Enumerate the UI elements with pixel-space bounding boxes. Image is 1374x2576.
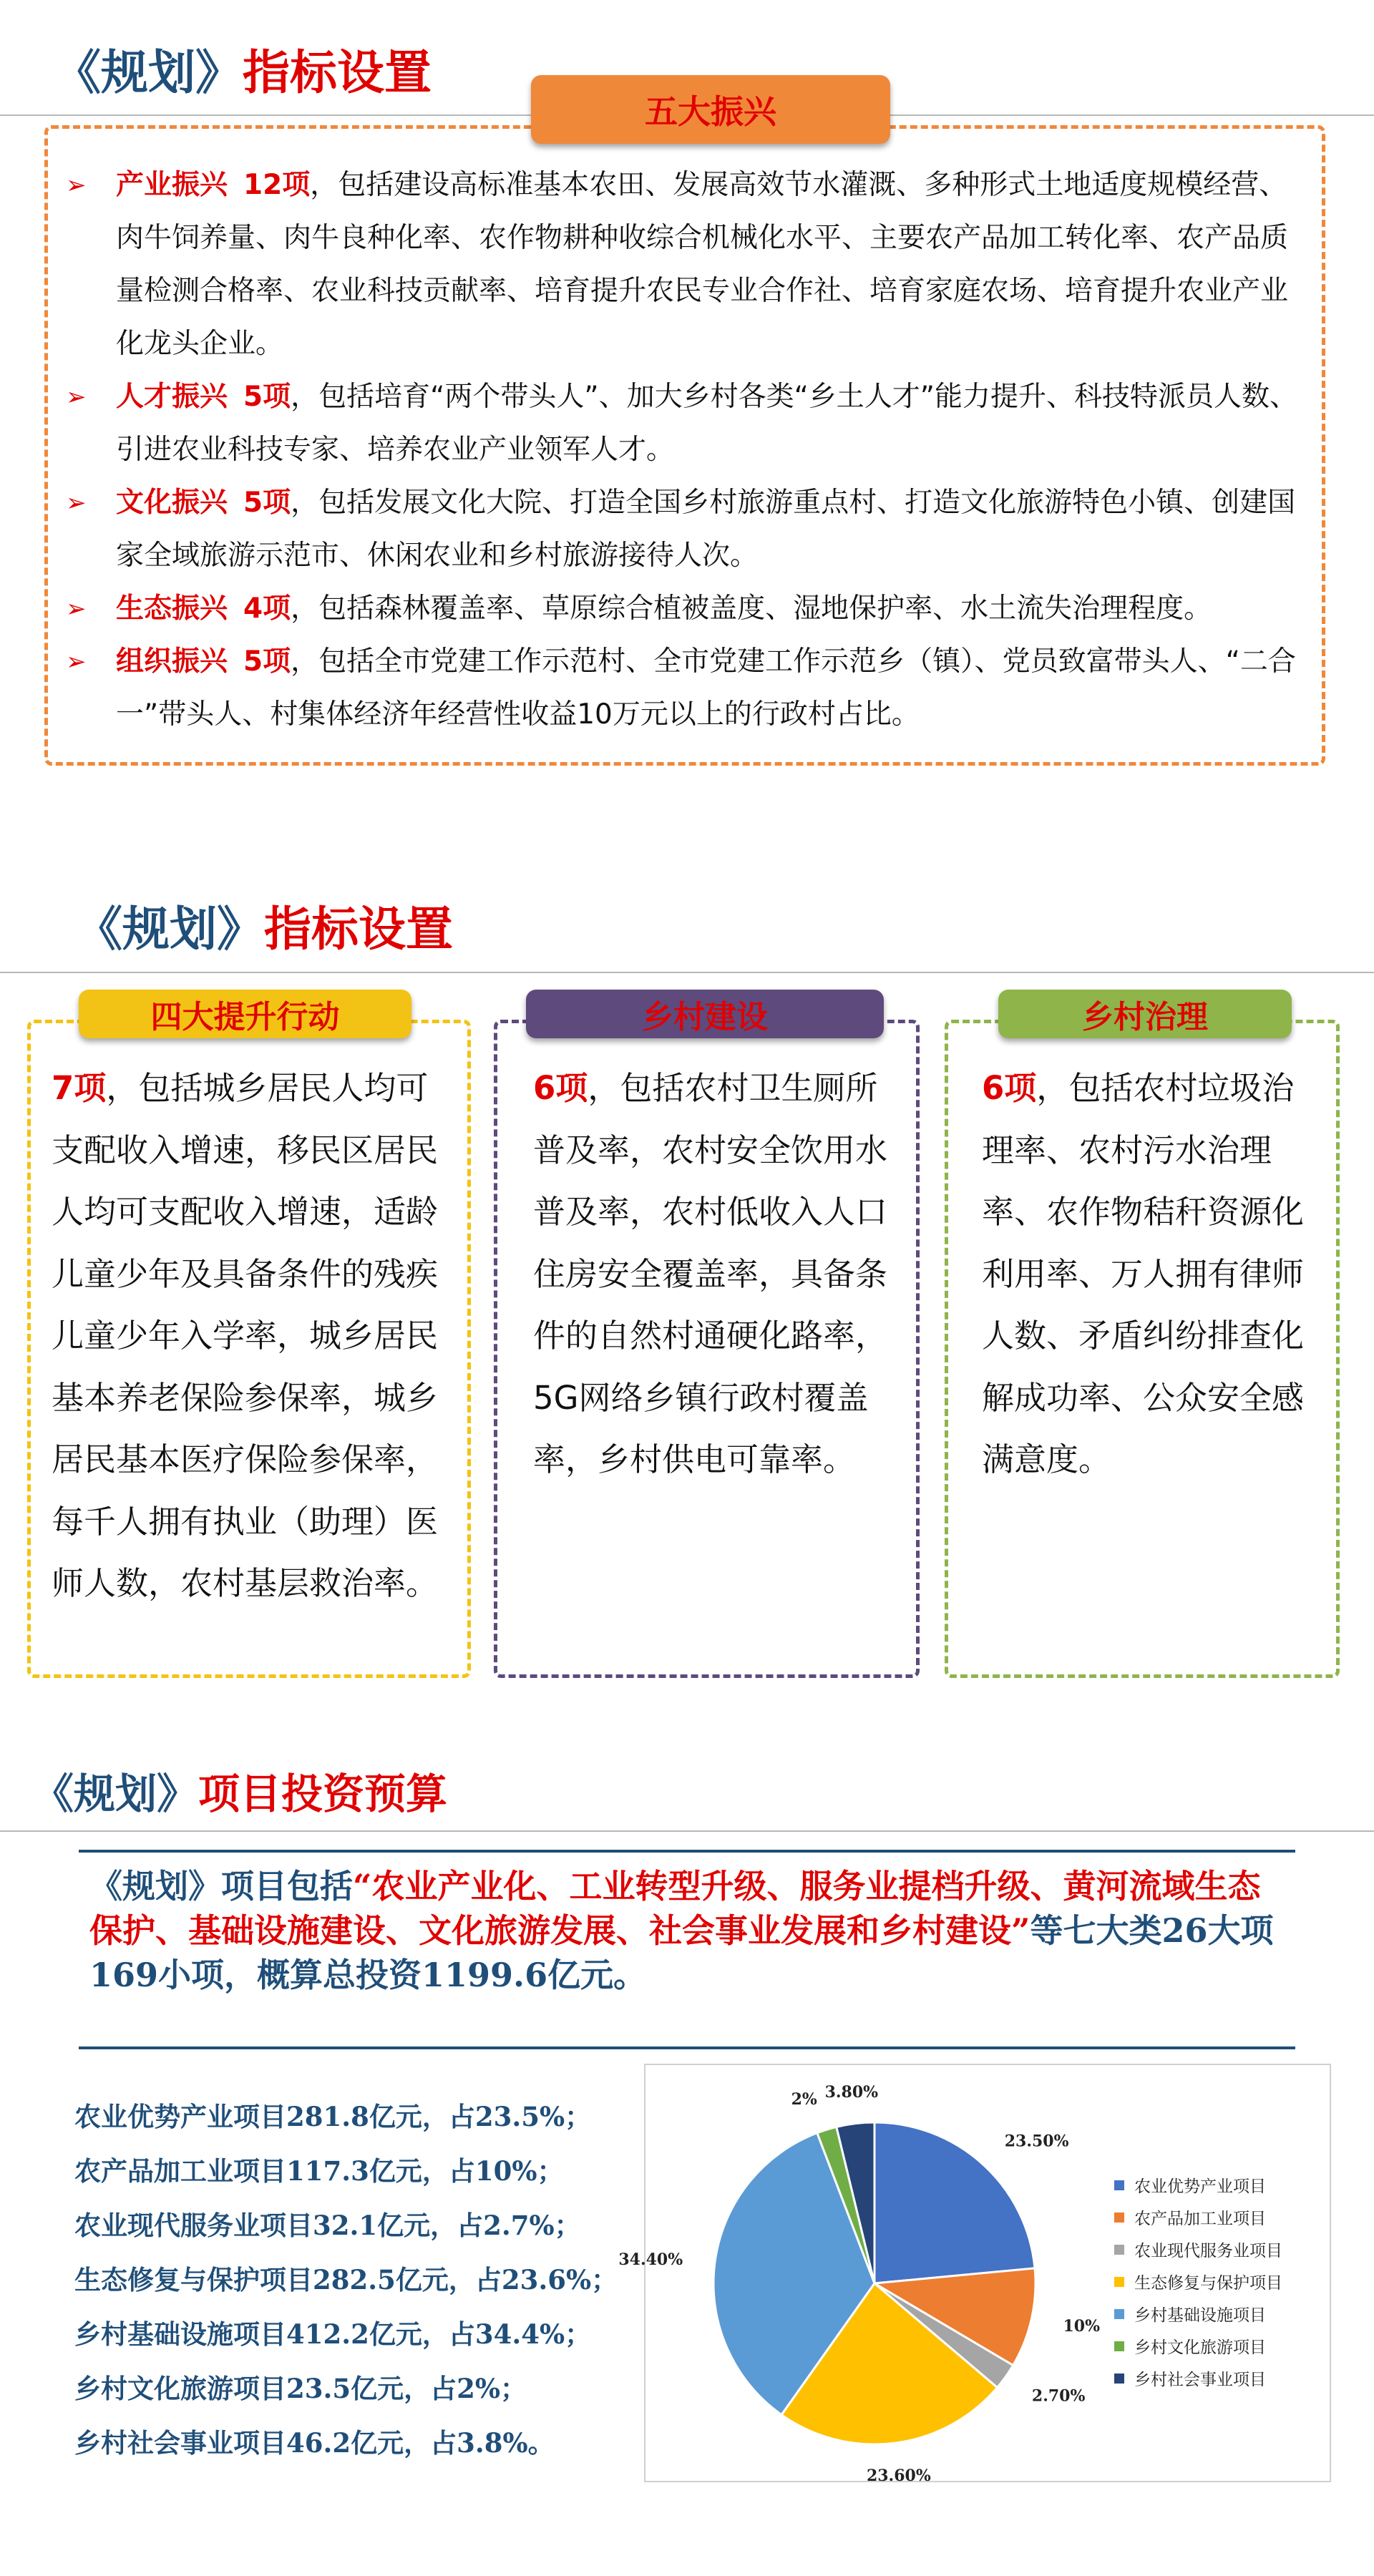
budget-item: 农业现代服务业项目32.1亿元，占2.7%； [74, 2210, 581, 2241]
legend-label: 农产品加工业项目 [1134, 2210, 1266, 2228]
revitalization-text: ，包括培育“两个带头人”、加大乡村各类“乡土人才”能力提升、科技特派员人数、引进农业科技专家、培养农业产业领军人才。 [116, 381, 1297, 466]
column-count-upgrade: 7项 [52, 1069, 107, 1107]
revitalization-item [66, 635, 1304, 741]
section1-title-red: 指标设置 [243, 45, 432, 100]
column-count-rural-construction: 6项 [533, 1069, 588, 1107]
pie-data-label: 23.60% [866, 2466, 931, 2485]
legend-swatch [1114, 2373, 1124, 2384]
budget-item: 乡村社会事业项目46.2亿元，占3.8%。 [74, 2427, 555, 2459]
revitalization-head: 人才振兴 [116, 381, 228, 413]
legend-label: 乡村社会事业项目 [1134, 2371, 1266, 2389]
legend-item [1114, 2362, 1282, 2394]
revitalization-head: 组织振兴 [116, 645, 228, 678]
tab-upgrade-actions-label: 四大提升行动 [150, 999, 340, 1035]
tab-rural-construction-label: 乡村建设 [642, 999, 768, 1035]
arrow-bullet-icon: ➢ [66, 648, 87, 676]
budget-item: 生态修复与保护项目282.5亿元，占23.6%； [74, 2264, 618, 2296]
revitalization-item [66, 477, 1304, 582]
budget-item: 乡村基础设施项目412.2亿元，占34.4%； [74, 2318, 592, 2350]
revitalization-head: 文化振兴 [116, 487, 228, 519]
legend-item [1114, 2201, 1282, 2233]
revitalization-head: 生态振兴 [116, 592, 228, 625]
legend-label: 农业现代服务业项目 [1134, 2242, 1282, 2260]
section3-title-blue: 《规划》 [32, 1770, 199, 1818]
column-body-rural-construction: ，包括农村卫生厕所普及率，农村安全饮用水普及率，农村低收入人口住房安全覆盖率，具备条件的自然村通硬化路率，5G网络乡镇行政村覆盖率，乡村供电可靠率。 [533, 1069, 888, 1478]
section2-divider [0, 972, 1374, 973]
section3-title-red: 项目投资预算 [198, 1770, 448, 1818]
intro-part-a: 《规划》项目包括 [89, 1867, 353, 1906]
pie-legend [1114, 2169, 1282, 2394]
revitalization-item [66, 159, 1304, 371]
revitalization-text: ，包括森林覆盖率、草原综合植被盖度、湿地保护率、水土流失治理程度。 [291, 592, 1212, 625]
section1-title-blue: 《规划》 [54, 45, 243, 100]
pie-data-label: 34.40% [618, 2250, 683, 2270]
tab-five-revitalization-label: 五大振兴 [645, 92, 776, 131]
legend-swatch [1114, 2212, 1124, 2223]
column-text-rural-governance [982, 1058, 1318, 1491]
column-text-upgrade [52, 1058, 454, 1615]
revitalization-text: ，包括建设高标准基本农田、发展高效节水灌溉、多种形式土地适度规模经营、肉牛饲养量、肉牛良种化率、农作物耕种收综合机械化水平、主要农产品加工转化率、农产品质量检测合格率、农业科技贡献率、培育提升农民专业合作社、培育家庭农场、培育提升农业产业化龙头企业。 [116, 169, 1289, 360]
tab-upgrade-actions [79, 990, 411, 1038]
tab-rural-governance [998, 990, 1292, 1038]
revitalization-count: 5项 [243, 645, 291, 678]
legend-item [1114, 2169, 1282, 2201]
arrow-bullet-icon: ➢ [66, 595, 87, 623]
budget-item: 农产品加工业项目117.3亿元，占10%； [74, 2155, 564, 2187]
legend-swatch [1114, 2277, 1124, 2287]
legend-label: 生态修复与保护项目 [1134, 2274, 1282, 2293]
legend-item [1114, 2265, 1282, 2298]
legend-label: 乡村文化旅游项目 [1134, 2338, 1266, 2357]
intro-part-b: 等七大类26大项169小项，概算总投资1199.6亿元。 [89, 1911, 1274, 1994]
pie-data-label: 23.50% [1004, 2132, 1069, 2151]
column-text-rural-construction [533, 1058, 898, 1491]
legend-item [1114, 2298, 1282, 2330]
tab-rural-construction [526, 990, 884, 1038]
legend-swatch [1114, 2341, 1124, 2351]
legend-swatch [1114, 2309, 1124, 2319]
section2-title-blue: 《规划》 [75, 902, 264, 957]
tab-five-revitalization [531, 75, 890, 144]
arrow-bullet-icon: ➢ [66, 489, 87, 517]
investment-pie-chart [618, 2064, 1331, 2485]
revitalization-text: ，包括全市党建工作示范村、全市党建工作示范乡（镇）、党员致富带头人、“二合一”带头人、村集体经济年经营性收益10万元以上的行政村占比。 [116, 645, 1296, 731]
legend-swatch [1114, 2245, 1124, 2255]
budget-item: 农业优势产业项目281.8亿元，占23.5%； [74, 2101, 592, 2132]
revitalization-count: 4项 [243, 592, 291, 625]
revitalization-count: 12项 [243, 169, 311, 201]
legend-swatch [1114, 2180, 1124, 2190]
column-count-rural-governance: 6项 [982, 1069, 1037, 1107]
pie-data-label: 10% [1063, 2316, 1101, 2336]
legend-item [1114, 2233, 1282, 2265]
intro-part-red: “农业产业化、工业转型升级、服务业提档升级、黄河流域生态保护、基础设施建设、文化旅游发展、社会事业发展和乡村建设” [89, 1867, 1261, 1950]
revitalization-item [66, 371, 1304, 477]
pie-data-label: 2.70% [1031, 2386, 1086, 2406]
budget-list [74, 2089, 647, 2470]
revitalization-list [66, 159, 1304, 741]
intro-top-rule [79, 1850, 1295, 1853]
section2-title-red: 指标设置 [264, 902, 453, 957]
legend-label: 农业优势产业项目 [1134, 2177, 1266, 2196]
revitalization-count: 5项 [243, 487, 291, 519]
investment-intro [89, 1864, 1285, 1997]
column-body-upgrade: ，包括城乡居民人均可支配收入增速，移民区居民人均可支配收入增速，适龄儿童少年及具备条件的残疾儿童少年入学率，城乡居民基本养老保险参保率，城乡居民基本医疗保险参保率，每千人拥有执业（助理）医师人数，农村基层救治率。 [52, 1069, 439, 1602]
section1-title [54, 34, 432, 102]
budget-item: 乡村文化旅游项目23.5亿元，占2%； [74, 2373, 527, 2404]
section3-divider [0, 1830, 1374, 1832]
section2-title [75, 891, 453, 959]
legend-item [1114, 2330, 1282, 2362]
revitalization-text: ，包括发展文化大院、打造全国乡村旅游重点村、打造文化旅游特色小镇、创建国家全域旅游示范市、休闲农业和乡村旅游接待人次。 [116, 487, 1296, 572]
pie-data-label: 3.80% [824, 2082, 879, 2102]
legend-label: 乡村基础设施项目 [1134, 2306, 1266, 2325]
revitalization-head: 产业振兴 [116, 169, 228, 201]
revitalization-item [66, 582, 1304, 635]
intro-bottom-rule [79, 2046, 1295, 2049]
tab-rural-governance-label: 乡村治理 [1082, 999, 1208, 1035]
arrow-bullet-icon: ➢ [66, 383, 87, 411]
revitalization-count: 5项 [243, 381, 291, 413]
arrow-bullet-icon: ➢ [66, 171, 87, 200]
section3-title [32, 1760, 447, 1820]
column-body-rural-governance: ，包括农村垃圾治理率、农村污水治理率、农作物秸秆资源化利用率、万人拥有律师人数、矛盾纠纷排查化解成功率、公众安全感满意度。 [982, 1069, 1305, 1478]
pie-data-label: 2% [791, 2090, 817, 2109]
